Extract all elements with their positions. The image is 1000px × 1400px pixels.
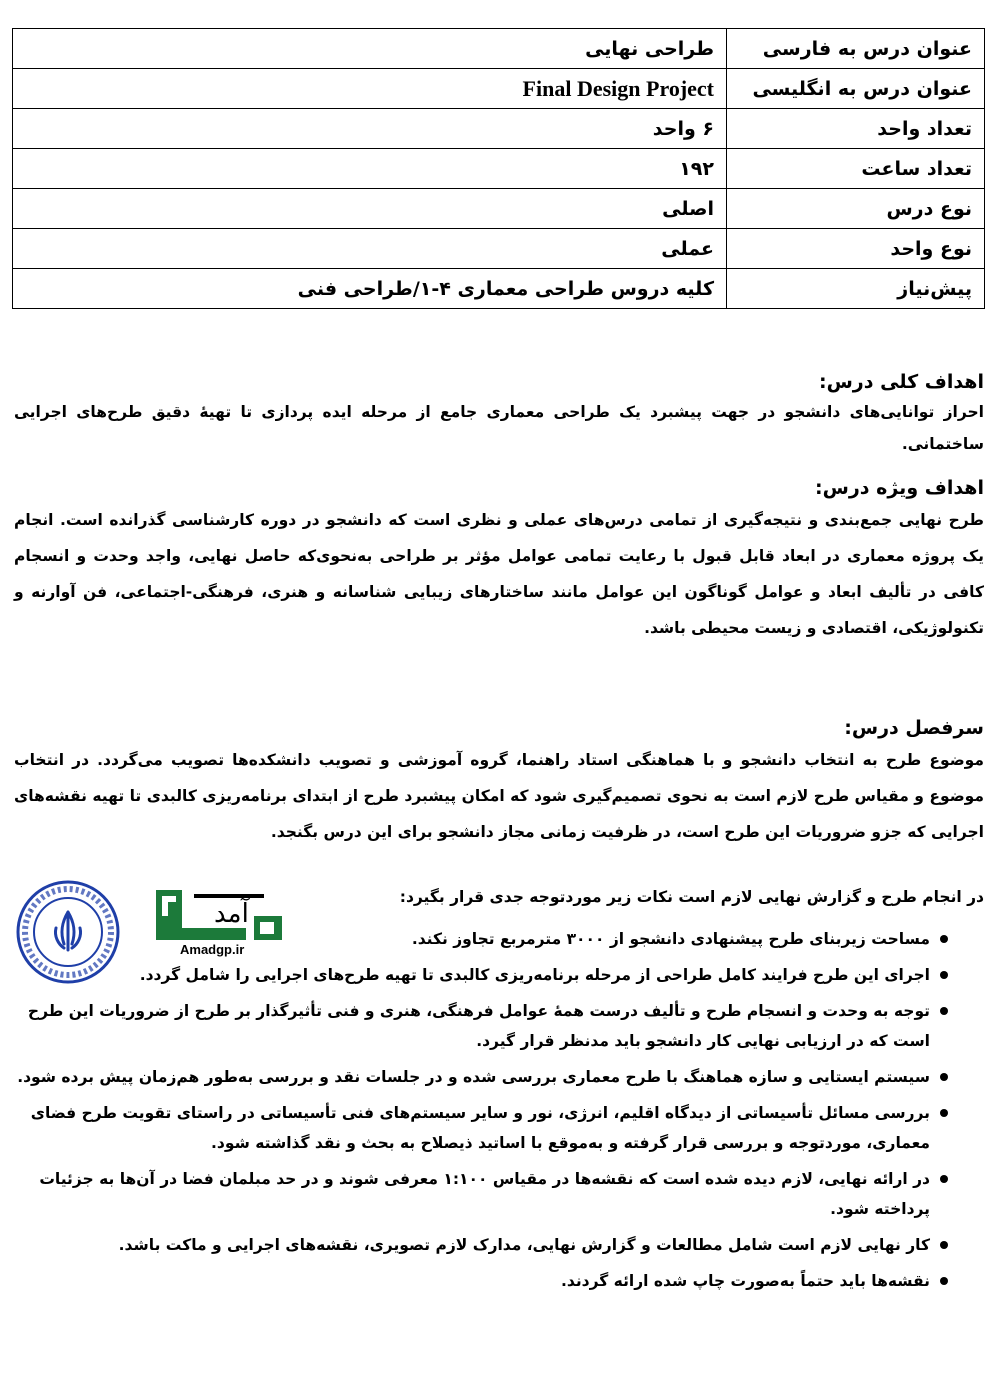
course-info-label: پیش‌نیاز [727,269,985,309]
syllabus-intro: در انجام طرح و گزارش نهایی لازم است نکات زیر موردتوجه جدی قرار بگیرد: [399,888,984,906]
bullet-dot-icon [940,935,948,943]
course-info-row [13,109,985,149]
list-item [14,1266,984,1296]
course-info-label: تعداد واحد [727,109,985,149]
list-item-text: کار نهایی لازم است شامل مطالعات و گزارش نهایی، مدارک لازم تصویری، نقشه‌های اجرایی و ماکت باشد. [118,1236,930,1254]
logo-mark-text: آمد [214,899,249,929]
general-goals-section [14,368,984,460]
course-info-table [12,28,985,309]
specific-goals-section [14,474,984,646]
course-info-row [13,29,985,69]
bullet-dot-icon [940,1175,948,1183]
list-item-text: در ارائه نهایی، لازم دیده شده است که نقشه‌ها در مقیاس ۱:۱۰۰ معرفی شوند و در حد مبلمان فضا در آن‌ها به جزئیات پرداخته شود. [39,1170,930,1218]
bullet-dot-icon [940,1007,948,1015]
course-info-value: طراحی نهایی [13,29,727,69]
course-info-value: کلیه دروس طراحی معماری ۴-۱/طراحی فنی [13,269,727,309]
course-info-label: عنوان درس به انگلیسی [727,69,985,109]
list-item-text: توجه به وحدت و انسجام طرح و تألیف درست همهٔ عوامل فرهنگی، هنری و فنی تأثیرگذار بر طرح از ضروریات این طرح است که در ارزیابی نهایی کار دانشجو باید مدنظر قرار گیرد. [27,1002,930,1050]
course-info-row [13,269,985,309]
syllabus-intro-block [300,882,984,913]
syllabus-text: موضوع طرح به انتخاب دانشجو و با هماهنگی استاد راهنما، گروه آموزشی و تصویب دانشکده‌ها تصویب می‌گردد. در انتخاب موضوع و مقیاس طرح لازم است به نحوی تصمیم‌گیری شود که امکان پیشبرد طرح از ابتدای برنامه‌ریزی کالبدی تا تهیه نقشه‌های اجرایی که جزو ضروریات این طرح است، در ظرفیت زمانی مجاز دانشجو برای این درس بگنجد. [14,751,984,841]
course-info-value [13,69,727,109]
course-info-value: ۶ واحد [13,109,727,149]
course-info-row [13,229,985,269]
course-info-label: نوع واحد [727,229,985,269]
list-item-text: بررسی مسائل تأسیساتی از دیدگاه اقلیم، انرژی، نور و سایر سیستم‌های فنی تأسیساتی در راستای تقویت طرح فضای معماری، موردتوجه و بررسی قرار گرفته و به‌موقع با اساتید ذیصلاح به بحث و نقد گذاشته شود. [30,1104,930,1152]
list-item-text: سیستم ایستایی و سازه هماهنگ با طرح معماری بررسی شده و در جلسات نقد و بررسی به‌طور هم‌زمان پیش برده شود. [17,1068,930,1086]
list-item [14,996,984,1056]
course-info-label: عنوان درس به فارسی [727,29,985,69]
official-stamp-icon [14,878,122,986]
list-item-text: نقشه‌ها باید حتماً به‌صورت چاپ شده ارائه گردند. [561,1272,930,1290]
list-item [14,1098,984,1158]
list-item-text: مساحت زیربنای طرح پیشنهادی دانشجو از ۳۰۰۰ مترمربع تجاوز نکند. [411,930,930,948]
list-item [14,1062,984,1092]
course-info-row [13,149,985,189]
course-info-value: عملی [13,229,727,269]
list-item-text: اجرای این طرح فرایند کامل طراحی از مرحله برنامه‌ریزی کالبدی تا تهیه طرح‌های اجرایی را شامل گردد. [139,966,930,984]
course-info-value: اصلی [13,189,727,229]
logo-url-text: Amadgp.ir [180,942,245,957]
bullet-dot-icon [940,1073,948,1081]
syllabus-section [14,714,984,850]
course-info-row [13,189,985,229]
course-info-value-latin: Final Design Project [522,75,714,101]
course-info-label: نوع درس [727,189,985,229]
syllabus-heading: سرفصل درس: [844,717,984,739]
specific-goals-heading: اهداف ویژه درس: [815,477,984,499]
general-goals-text: احراز توانایی‌های دانشجو در جهت پیشبرد یک طراحی معماری جامع از مرحله ایده پردازی تا تهیهٔ دقیق طرح‌های اجرایی ساختمانی. [14,403,984,453]
specific-goals-text: طرح نهایی جمع‌بندی و نتیجه‌گیری از تمامی درس‌های عملی و نظری است که دانشجو در دوره کارشناسی گذرانده است. انجام یک پروژه معماری در ابعاد قابل قبول با رعایت تمامی عوامل مؤثر بر طراحی به‌نحوی‌که حاصل نهایی، واجد وحدت و انسجام کافی در تألیف ابعاد و عوامل گوناگون این عوامل مانند ساختارهای زیبایی شناسانه و هنری، فرهنگی-اجتماعی، فن آوارنه و تکنولوژیکی، اقتصادی و زیست محیطی باشد. [14,511,984,637]
general-goals-heading: اهداف کلی درس: [818,371,984,393]
bullet-dot-icon [940,971,948,979]
list-item [14,1230,984,1260]
bullet-dot-icon [940,1109,948,1117]
course-info-label: تعداد ساعت [727,149,985,189]
requirements-list [14,924,984,1296]
course-info-row [13,69,985,109]
bullet-dot-icon [940,1241,948,1249]
course-info-value: ۱۹۲ [13,149,727,189]
bullet-dot-icon [940,1277,948,1285]
syllabus-bullets-block [14,924,984,1302]
list-item [14,1164,984,1224]
